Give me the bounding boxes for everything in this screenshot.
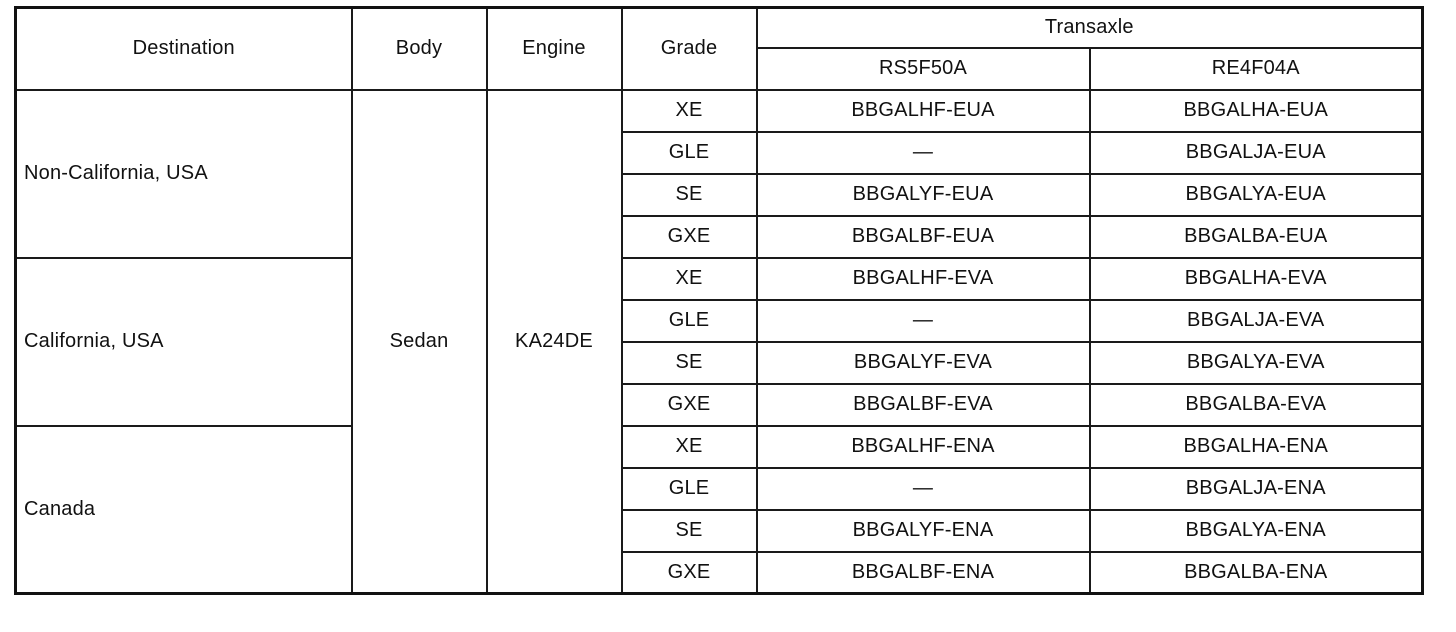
re4f04a-model-cell: BBGALHA-ENA [1090, 426, 1423, 468]
grade-cell: GLE [622, 468, 757, 510]
re4f04a-model-cell: BBGALBA-EVA [1090, 384, 1423, 426]
grade-cell: XE [622, 258, 757, 300]
rs5f50a-model-cell: — [757, 132, 1090, 174]
re4f04a-model-cell: BBGALBA-EUA [1090, 216, 1423, 258]
destination-cell: Non-California, USA [16, 90, 352, 258]
rs5f50a-model-cell: BBGALYF-EVA [757, 342, 1090, 384]
re4f04a-model-cell: BBGALYA-EUA [1090, 174, 1423, 216]
grade-cell: XE [622, 426, 757, 468]
header-body: Body [352, 8, 487, 90]
destination-cell: Canada [16, 426, 352, 594]
re4f04a-model-cell: BBGALHA-EVA [1090, 258, 1423, 300]
rs5f50a-model-cell: BBGALHF-EUA [757, 90, 1090, 132]
re4f04a-model-cell: BBGALYA-ENA [1090, 510, 1423, 552]
re4f04a-model-cell: BBGALJA-EVA [1090, 300, 1423, 342]
table-row [16, 90, 1423, 132]
grade-cell: GLE [622, 300, 757, 342]
grade-cell: XE [622, 90, 757, 132]
rs5f50a-model-cell: BBGALHF-EVA [757, 258, 1090, 300]
grade-cell: GLE [622, 132, 757, 174]
model-variation-table-wrapper [14, 6, 1424, 595]
header-engine: Engine [487, 8, 622, 90]
table-body [16, 90, 1423, 594]
rs5f50a-model-cell: — [757, 468, 1090, 510]
grade-cell: GXE [622, 552, 757, 594]
grade-cell: GXE [622, 216, 757, 258]
table-row [16, 426, 1423, 468]
re4f04a-model-cell: BBGALJA-ENA [1090, 468, 1423, 510]
model-variation-table [14, 6, 1424, 595]
engine-cell: KA24DE [487, 90, 622, 594]
grade-cell: SE [622, 342, 757, 384]
header-destination: Destination [16, 8, 352, 90]
re4f04a-model-cell: BBGALYA-EVA [1090, 342, 1423, 384]
destination-cell: California, USA [16, 258, 352, 426]
grade-cell: SE [622, 174, 757, 216]
re4f04a-model-cell: BBGALBA-ENA [1090, 552, 1423, 594]
rs5f50a-model-cell: BBGALBF-EVA [757, 384, 1090, 426]
rs5f50a-model-cell: BBGALBF-ENA [757, 552, 1090, 594]
body-cell: Sedan [352, 90, 487, 594]
table-row [16, 258, 1423, 300]
rs5f50a-model-cell: BBGALYF-EUA [757, 174, 1090, 216]
header-rs5f50a: RS5F50A [757, 48, 1090, 90]
rs5f50a-model-cell: — [757, 300, 1090, 342]
rs5f50a-model-cell: BBGALYF-ENA [757, 510, 1090, 552]
rs5f50a-model-cell: BBGALBF-EUA [757, 216, 1090, 258]
header-grade: Grade [622, 8, 757, 90]
re4f04a-model-cell: BBGALHA-EUA [1090, 90, 1423, 132]
header-re4f04a: RE4F04A [1090, 48, 1423, 90]
header-row-top [16, 8, 1423, 48]
header-transaxle: Transaxle [757, 8, 1423, 48]
re4f04a-model-cell: BBGALJA-EUA [1090, 132, 1423, 174]
grade-cell: SE [622, 510, 757, 552]
rs5f50a-model-cell: BBGALHF-ENA [757, 426, 1090, 468]
grade-cell: GXE [622, 384, 757, 426]
